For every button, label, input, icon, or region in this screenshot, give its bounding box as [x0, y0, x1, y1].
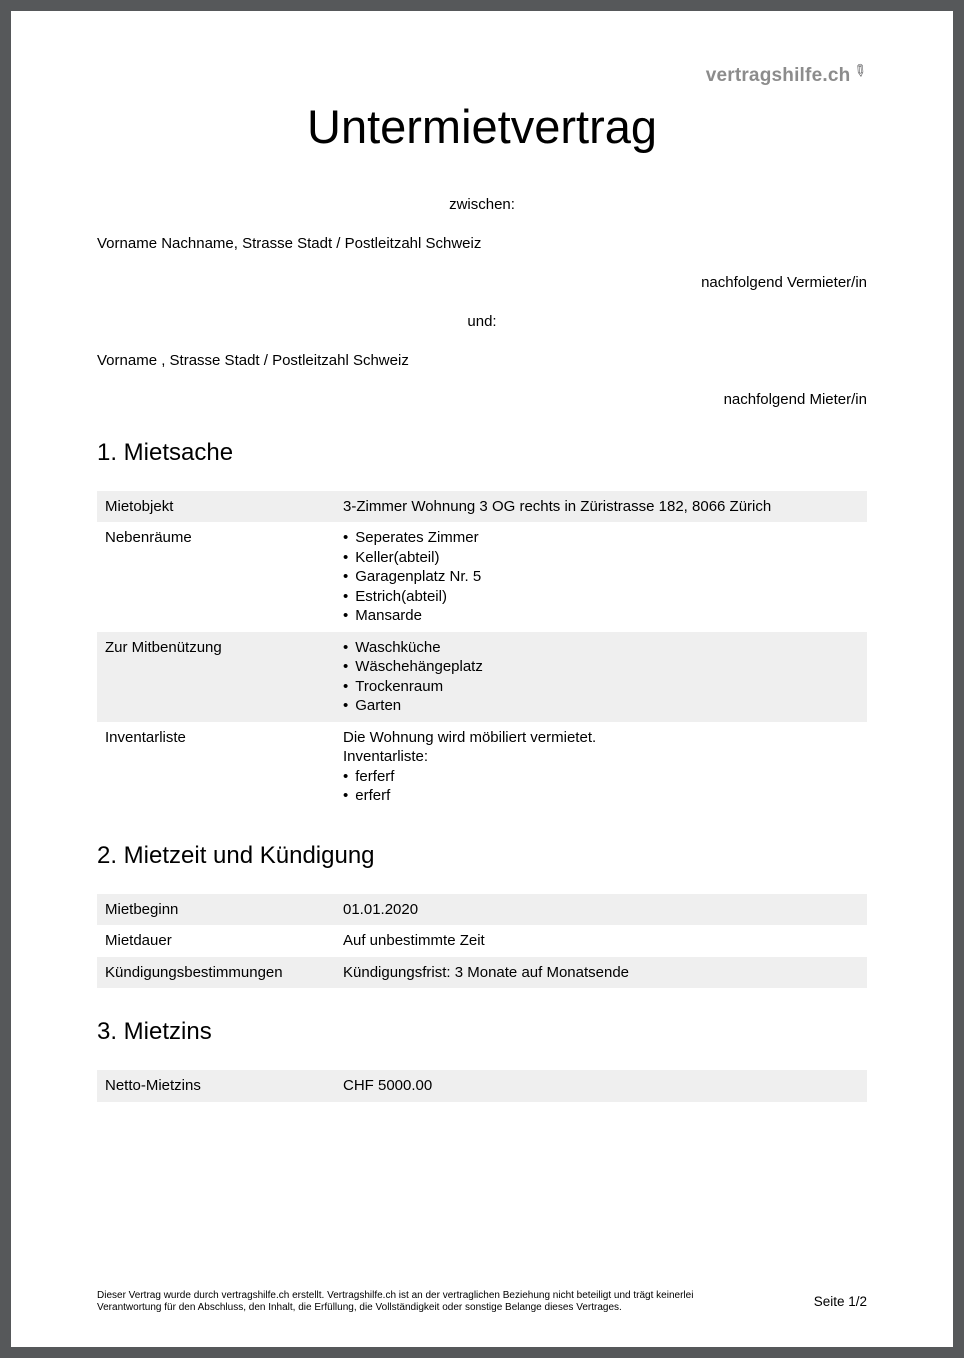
intro-block: [97, 195, 867, 409]
table-row: [97, 957, 867, 989]
row-label: Mietobjekt: [105, 497, 174, 515]
info-table: [97, 491, 867, 812]
landlord-line: Vorname Nachname, Strasse Stadt / Postleitzahl Schweiz: [97, 234, 482, 252]
contract-page: [11, 11, 953, 1347]
bullet-item: • erferf: [343, 786, 859, 806]
row-label: Zur Mitbenützung: [105, 638, 222, 656]
bullet-list: [343, 528, 859, 626]
bullet-list: [343, 638, 859, 716]
value-line: Inventarliste:: [343, 748, 429, 766]
row-value: [343, 491, 867, 523]
section-heading: 3. Mietzins: [97, 1018, 212, 1046]
bullet-item: • Waschküche: [343, 638, 859, 658]
logo: [97, 60, 871, 87]
bullet-list: [343, 767, 859, 806]
bullet-item: • Keller(abteil): [343, 548, 859, 568]
value-line: Die Wohnung wird möbiliert vermietet.: [343, 728, 597, 746]
page-title: Untermietvertrag: [307, 100, 657, 153]
table-row: [97, 522, 867, 632]
table-row: [97, 1070, 867, 1102]
contract-sections: [97, 439, 867, 1102]
page-content: [11, 11, 953, 1102]
row-label: Nebenräume: [105, 529, 192, 547]
table-row: [97, 632, 867, 722]
value-line: 01.01.2020: [343, 900, 419, 918]
table-row: [97, 925, 867, 957]
value-line: Auf unbestimmte Zeit: [343, 932, 485, 950]
bullet-item: • Garagenplatz Nr. 5: [343, 567, 859, 587]
table-row: [97, 722, 867, 812]
landlord-role: nachfolgend Vermieter/in: [701, 273, 867, 291]
bullet-item: • Trockenraum: [343, 677, 859, 697]
bullet-item: • Mansarde: [343, 606, 859, 626]
row-label: Kündigungsbestimmungen: [105, 963, 283, 981]
value-line: Kündigungsfrist: 3 Monate auf Monatsende: [343, 963, 630, 981]
bullet-item: • Garten: [343, 696, 859, 716]
page-footer: [97, 1290, 867, 1313]
zwischen-label: zwischen:: [449, 195, 515, 213]
page-number: Seite 1/2: [813, 1294, 867, 1309]
row-label: Inventarliste: [105, 728, 186, 746]
value-line: 3-Zimmer Wohnung 3 OG rechts in Züristrasse 182, 8066 Zürich: [343, 497, 772, 515]
row-value: [343, 925, 867, 957]
row-label: Mietbeginn: [105, 900, 179, 918]
tenant-role: nachfolgend Mieter/in: [723, 390, 867, 408]
bullet-item: • Seperates Zimmer: [343, 528, 859, 548]
info-table: [97, 1070, 867, 1102]
value-line: CHF 5000.00: [343, 1077, 433, 1095]
row-label: Netto-Mietzins: [105, 1077, 201, 1095]
section-heading: 1. Mietsache: [97, 438, 234, 466]
bullet-item: • ferferf: [343, 767, 859, 787]
section-heading: 2. Mietzeit und Kündigung: [97, 841, 375, 869]
row-value: [343, 632, 867, 722]
bullet-item: • Wäschehängeplatz: [343, 657, 859, 677]
pen-icon: ✎: [849, 60, 871, 83]
row-value: [343, 894, 867, 926]
logo-text: vertragshilfe.ch: [705, 65, 851, 86]
bullet-item: • Estrich(abteil): [343, 587, 859, 607]
und-label: und:: [467, 312, 497, 330]
row-label: Mietdauer: [105, 932, 172, 950]
row-value: [343, 722, 867, 812]
row-value: [343, 957, 867, 989]
table-row: [97, 894, 867, 926]
row-value: [343, 522, 867, 632]
row-value: [343, 1070, 867, 1102]
info-table: [97, 894, 867, 989]
table-row: [97, 491, 867, 523]
disclaimer-text: Dieser Vertrag wurde durch vertragshilfe.ch erstellt. Vertragshilfe.ch ist an der vertraglichen Beziehung nicht beteiligt und trägt keinerlei Verantwortung für den Abschluss, den Inhalt, die Erfüllung, die Vollständigkeit oder sonstige Belange dieses Vertrages.: [97, 1290, 694, 1313]
tenant-line: Vorname , Strasse Stadt / Postleitzahl Schweiz: [97, 351, 409, 369]
